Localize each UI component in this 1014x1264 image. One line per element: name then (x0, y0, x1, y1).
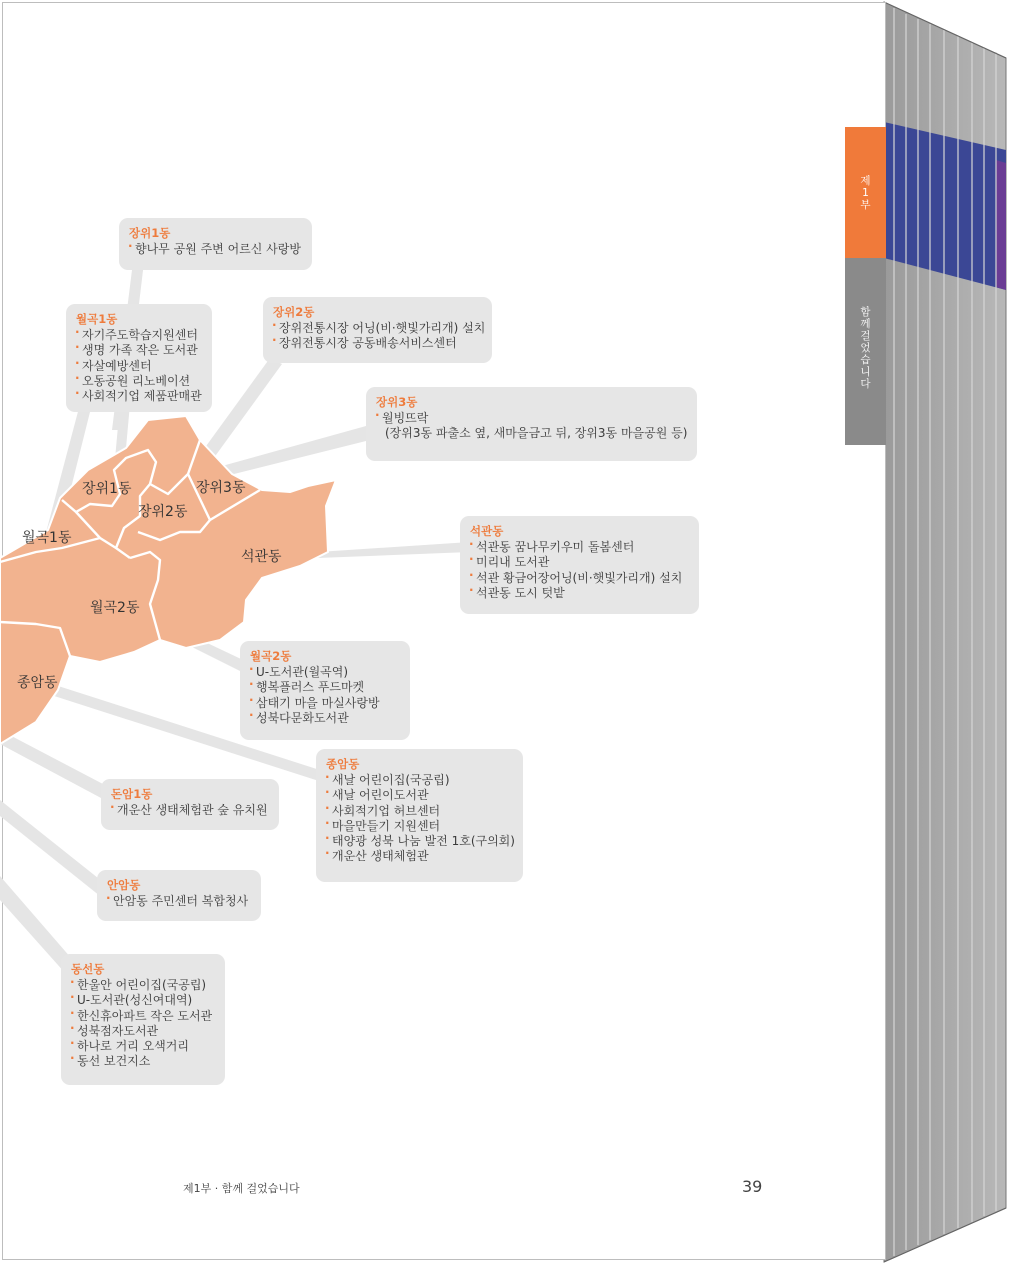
list-item: · 새날 어린이도서관 (326, 788, 513, 803)
list-item: · 향나무 공원 주변 어르신 사랑방 (129, 242, 302, 257)
tab-part1-label: 제1부 (860, 175, 871, 211)
map-label-jangwi3: 장위3동 (196, 480, 246, 496)
callout-wolgok2 (240, 641, 410, 740)
callout-title: 석관동 (470, 524, 504, 538)
list-item: · 개운산 생태체험관 숲 유치원 (111, 803, 269, 818)
callout-jangwi3 (366, 387, 697, 461)
list-item: · 하나로 거리 오색거리 (71, 1039, 215, 1054)
callout-donam1 (101, 779, 279, 830)
list-item: · 한울안 어린이집(국공립) (71, 978, 215, 993)
callout-title: 장위1동 (129, 226, 171, 240)
list-item: · 삼태기 마을 마실사랑방 (250, 696, 400, 711)
list-item: · 자살예방센터 (76, 359, 202, 374)
tab-section-title-label: 함께 걸었습니다 (860, 306, 871, 390)
running-footer: 제1부 · 함께 걸었습니다 (183, 1182, 300, 1195)
map-label-jangwi2: 장위2동 (138, 504, 188, 520)
callout-title: 장위2동 (273, 305, 315, 319)
connector-seokgwan (318, 542, 470, 558)
list-item: · 새날 어린이집(국공립) (326, 773, 513, 788)
list-item: · 생명 가족 작은 도서관 (76, 343, 202, 358)
list-item: · 석관 황금어장어닝(비·햇빛가리개) 설치 (470, 571, 689, 586)
callout-title: 동선동 (71, 962, 105, 976)
list-item: · 사회적기업 제품판매관 (76, 389, 202, 404)
callout-anam (97, 870, 261, 921)
list-item: · 미리내 도서관 (470, 555, 689, 570)
callout-title: 장위3동 (376, 395, 418, 409)
list-item: · 안암동 주민센터 복합청사 (107, 894, 251, 909)
list-item: · 석관동 도시 텃밭 (470, 586, 689, 601)
callout-jongam (316, 749, 523, 882)
list-item: · 장위전통시장 어닝(비·햇빛가리개) 설치 (273, 321, 482, 336)
list-item: · 행복플러스 푸드마켓 (250, 680, 400, 695)
callout-title: 돈암1동 (111, 787, 153, 801)
callout-title: 월곡1동 (76, 312, 118, 326)
list-item: · 자기주도학습지원센터 (76, 328, 202, 343)
list-item: · 월빙뜨락 (376, 411, 687, 426)
callout-title: 월곡2동 (250, 649, 292, 663)
map-label-wolgok2: 월곡2동 (90, 600, 140, 616)
connector-anam (0, 800, 108, 896)
callout-seokgwan (460, 516, 699, 614)
callout-title: 종암동 (326, 757, 360, 771)
callout-title: 안암동 (107, 878, 141, 892)
callout-jangwi2 (263, 297, 492, 363)
list-item: (장위3동 파출소 옆, 새마을금고 뒤, 장위3동 마을공원 등) (385, 426, 688, 441)
list-item: · 석관동 꿈나무키우미 돌봄센터 (470, 540, 689, 555)
callout-jangwi1 (119, 218, 312, 270)
list-item: · 태양광 성북 나눔 발전 1호(구의회) (326, 834, 513, 849)
map-label-jongam: 종암동 (17, 675, 58, 691)
connector-jangwi3 (222, 426, 370, 476)
list-item: · U-도서관(성신여대역) (71, 993, 215, 1008)
map-label-seokgwan: 석관동 (241, 549, 282, 565)
map-label-jangwi1: 장위1동 (82, 481, 132, 497)
list-item: · 장위전통시장 공동배송서비스센터 (273, 336, 482, 351)
list-item: · 동선 보건지소 (71, 1054, 215, 1069)
list-item: · 성북다문화도서관 (250, 711, 400, 726)
list-item: · 오동공원 리노베이션 (76, 374, 202, 389)
map-label-wolgok1: 월곡1동 (22, 530, 72, 546)
list-item: · 개운산 생태체험관 (326, 849, 513, 864)
list-item: · 사회적기업 허브센터 (326, 804, 513, 819)
page-number: 39 (742, 1177, 763, 1196)
list-item: · 한신휴아파트 작은 도서관 (71, 1009, 215, 1024)
callout-dongseon (61, 954, 225, 1085)
callout-wolgok1 (66, 304, 212, 412)
list-item: · 마을만들기 지원센터 (326, 819, 513, 834)
list-item: · 성북점자도서관 (71, 1024, 215, 1039)
list-item: · U-도서관(월곡역) (250, 665, 400, 680)
